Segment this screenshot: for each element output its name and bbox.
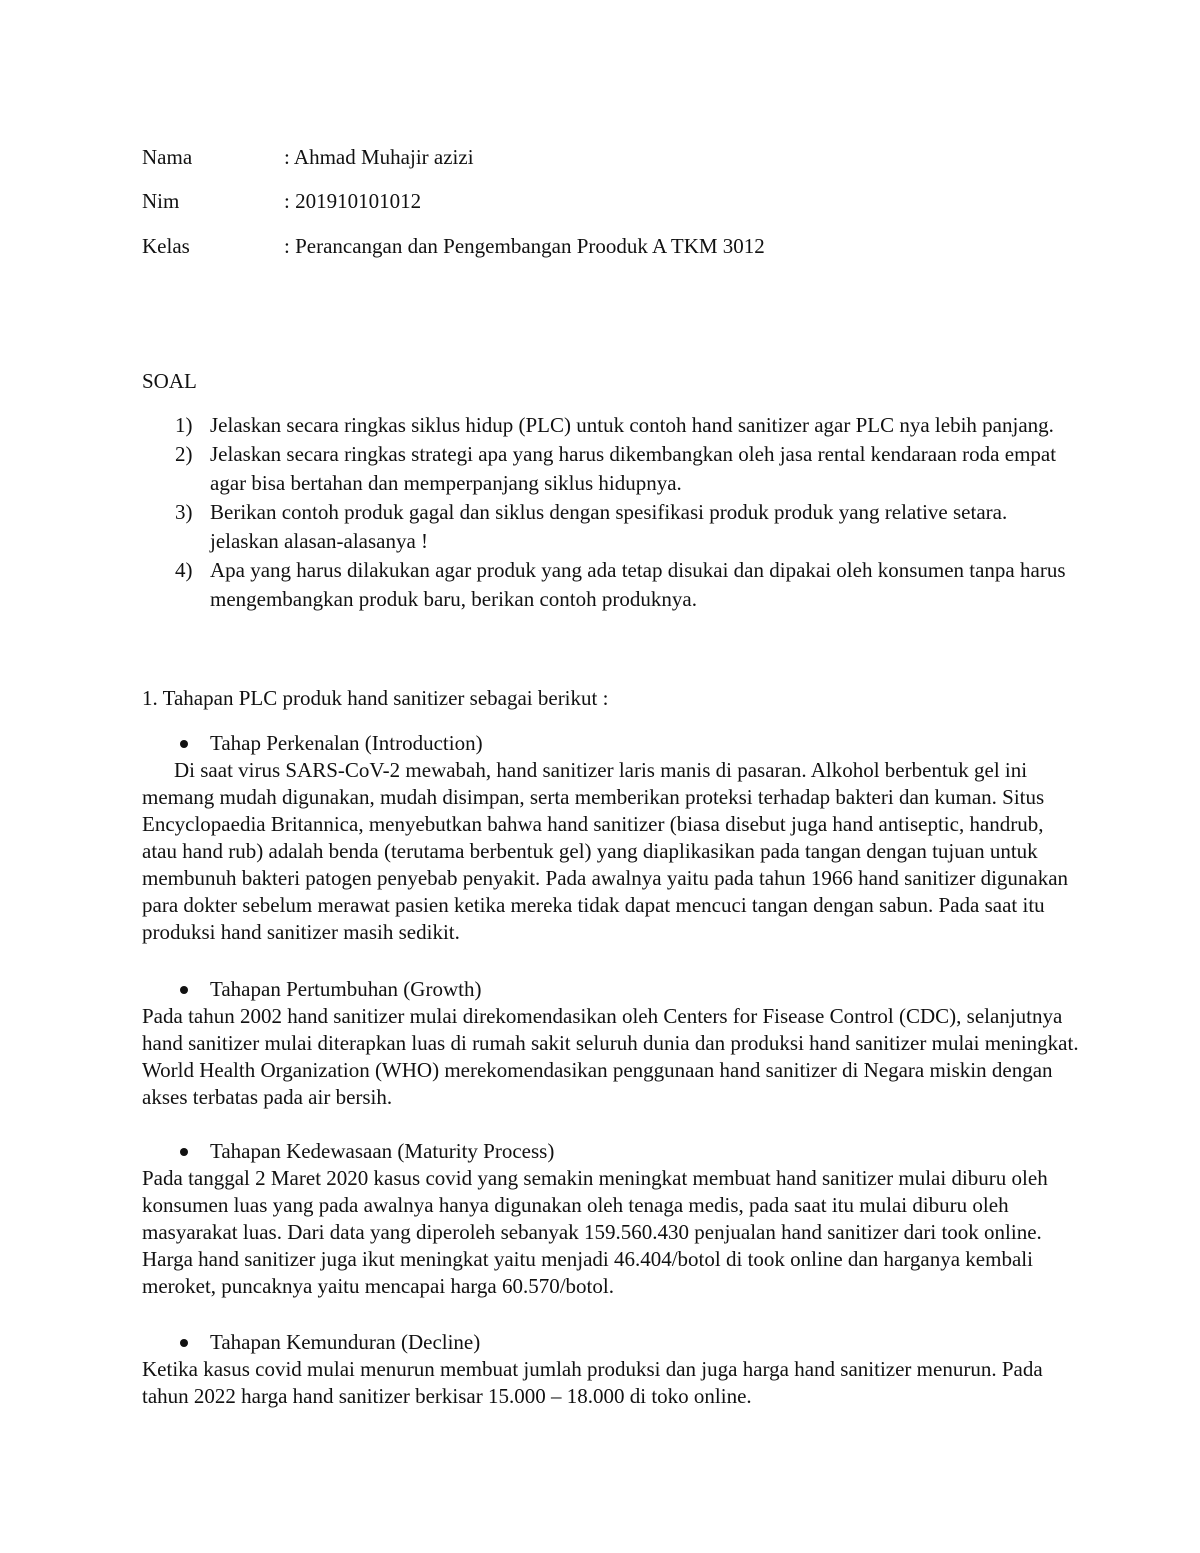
stage-decline: [142, 1329, 1082, 1410]
question-number: 4): [175, 558, 193, 582]
stage-heading-row: [142, 976, 1082, 1003]
stage-heading: Tahap Perkenalan (Introduction): [210, 731, 483, 755]
bullet-icon: [180, 1148, 188, 1156]
question-text: Berikan contoh produk gagal dan siklus dengan spesifikasi produk produk yang relative setara. jelaskan alasan-alasanya !: [210, 500, 1008, 553]
stage-text: Di saat virus SARS-CoV-2 mewabah, hand sanitizer laris manis di pasaran. Alkohol berbentuk gel ini memang mudah digunakan, mudah disimpan, serta memberikan proteksi terhadap bakteri dan kuman. Situs Encyclopaedia Britannica, menyebutkan bahwa hand sanitizer (biasa disebut juga hand antiseptic, handrub, atau hand rub) adalah benda (terutama berbentuk gel) yang diaplikasikan pada tangan dengan tujuan untuk membunuh bakteri patogen penyebab penyakit. Pada awalnya yaitu pada tahun 1966 hand sanitizer digunakan para dokter sebelum merawat pasien ketika mereka tidak dapat mencuci tangan dengan sabun. Pada saat itu produksi hand sanitizer masih sedikit.: [142, 758, 1069, 944]
question-number: 2): [175, 442, 193, 466]
question-item: [142, 440, 1072, 498]
nama-label: Nama: [142, 145, 193, 169]
stage-heading-row: [142, 1329, 1082, 1356]
stage-heading: Tahapan Pertumbuhan (Growth): [210, 977, 482, 1001]
bullet-icon: [180, 1339, 188, 1347]
kelas-label: Kelas: [142, 234, 190, 258]
nama-value: : Ahmad Muhajir azizi: [284, 145, 474, 169]
question-list: [142, 411, 1072, 614]
stage-heading-row: [142, 730, 1082, 757]
question-item: [142, 411, 1072, 440]
question-text: Jelaskan secara ringkas siklus hidup (PLC) untuk contoh hand sanitizer agar PLC nya lebih panjang.: [210, 413, 1054, 437]
stage-heading: Tahapan Kedewasaan (Maturity Process): [210, 1139, 555, 1163]
stage-heading-row: [142, 1138, 1082, 1165]
stage-introduction: [142, 730, 1082, 946]
question-text: Jelaskan secara ringkas strategi apa yang harus dikembangkan oleh jasa rental kendaraan roda empat agar bisa bertahan dan memperpanjang siklus hidupnya.: [210, 442, 1057, 495]
nama-row: [142, 142, 474, 172]
stage-growth: [142, 976, 1082, 1111]
kelas-value: : Perancangan dan Pengembangan Prooduk A TKM 3012: [284, 234, 765, 258]
question-item: [142, 556, 1072, 614]
question-item: [142, 498, 1072, 556]
nim-value: : 201910101012: [284, 189, 422, 213]
stage-heading: Tahapan Kemunduran (Decline): [210, 1330, 481, 1354]
stage-text: Pada tanggal 2 Maret 2020 kasus covid yang semakin meningkat membuat hand sanitizer mulai diburu oleh konsumen luas yang pada awalnya hanya digunakan oleh tenaga medis, pada saat itu mulai diburu oleh masyarakat luas. Dari data yang diperoleh sebanyak 159.560.430 penjualan hand sanitizer dari took online. Harga hand sanitizer juga ikut meningkat yaitu menjadi 46.404/botol di took online dan harganya kembali meroket, puncaknya yaitu mencapai harga 60.570/botol.: [142, 1166, 1048, 1298]
stage-text: Pada tahun 2002 hand sanitizer mulai direkomendasikan oleh Centers for Fisease Control (CDC), selanjutnya hand sanitizer mulai diterapkan luas di rumah sakit seluruh dunia dan produksi hand sanitizer mulai meningkat. World Health Organization (WHO) merekomendasikan penggunaan hand sanitizer di Negara miskin dengan akses terbatas pada air bersih.: [142, 1004, 1079, 1109]
stage-text: Ketika kasus covid mulai menurun membuat jumlah produksi dan juga harga hand sanitizer menurun. Pada tahun 2022 harga hand sanitizer berkisar 15.000 – 18.000 di toko online.: [142, 1357, 1043, 1408]
stage-maturity: [142, 1138, 1082, 1300]
bullet-icon: [180, 986, 188, 994]
nim-label: Nim: [142, 189, 180, 213]
answer-title: 1. Tahapan PLC produk hand sanitizer sebagai berikut :: [142, 686, 609, 710]
question-number: 3): [175, 500, 193, 524]
question-text: Apa yang harus dilakukan agar produk yang ada tetap disukai dan dipakai oleh konsumen tanpa harus mengembangkan produk baru, berikan contoh produknya.: [210, 558, 1066, 611]
nim-row: [142, 186, 421, 216]
bullet-icon: [180, 740, 188, 748]
kelas-row: [142, 231, 765, 261]
soal-title: SOAL: [142, 369, 197, 393]
question-number: 1): [175, 413, 193, 437]
